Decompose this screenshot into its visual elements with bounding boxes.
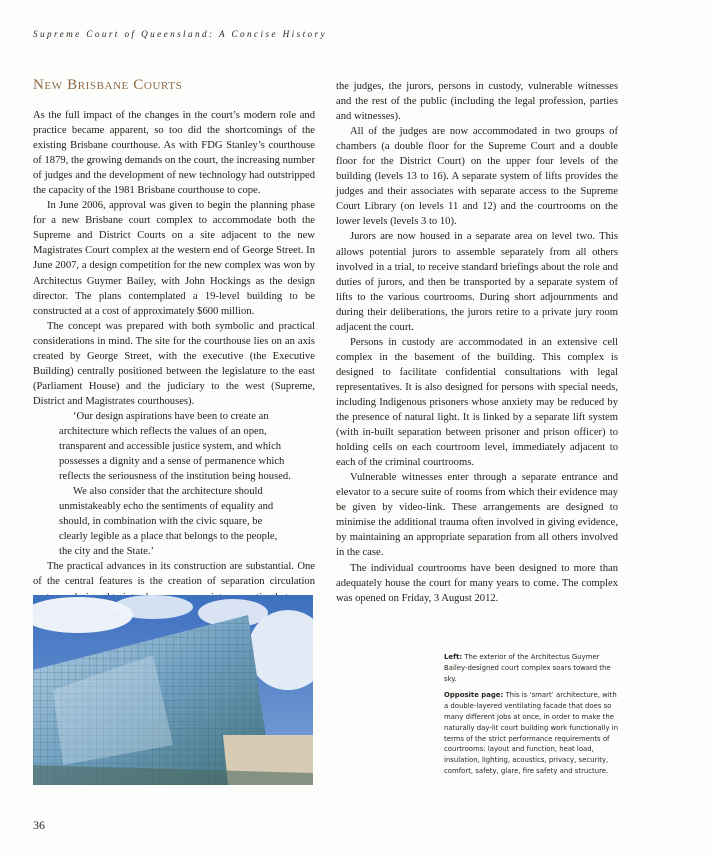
paragraph: the judges, the jurors, persons in custody, vulnerable witnesses and the rest of the public (including the legal profession, parties and witnesses). xyxy=(336,81,618,123)
paragraph: The practical advances in its construction are substantial. One of the central features is the creation of separation circulation xyxy=(33,561,315,588)
paragraph: The concept was prepared with both symbolic and practical considerations in mind. The site for the courthouse lies on an axis created by George Street, with the executive (the Executive Building) centrally positioned between the legislature to the east (Parliament House) and the judiciary to the west (Supreme, District and Magistrates courthouses). xyxy=(33,320,315,407)
caption-left xyxy=(444,652,622,684)
page-number: 36 xyxy=(33,818,45,832)
caption-label: Opposite page: xyxy=(444,691,504,700)
courthouse-photo xyxy=(33,595,313,785)
paragraph: All of the judges are now accommodated in two groups of chambers (a double floor for the Supreme Court and a double floor for the District Court) on the upper four levels of the building (levels 13 to 16). A separate system of lifts provides the judges and their associates with separate access to the Supreme Court Library (on levels 11 and 12) and the courtrooms on the lower levels (levels 3 to 10). xyxy=(336,126,618,228)
block-quote: ‘Our design aspirations have been to create an architecture which reflects the values of an open, transparent and accessible justice system, and which possesses a dignity and a sense of permanence which reflects the seriousness of the institution being housed. xyxy=(59,410,291,483)
paragraph: Vulnerable witnesses enter through a separate entrance and elevator to a secure suite of rooms from which their evidence may be given by video-link. These arrangements are designed to minimise the additional trauma often involved in giving evidence, by maintaining an appropriate separation from all others involved in the case. xyxy=(336,472,618,559)
block-quote: We also consider that the architecture should unmistakeably echo the sentiments of equality and should, in combination with the civic square, be clearly legible as a place that belongs to the people, the city and the State.’ xyxy=(59,486,278,558)
photo-caption xyxy=(444,652,622,783)
paragraph: As the full impact of the changes in the court’s modern role and practice became apparent, so too did the shortcomings of the existing Brisbane courthouse. As with FDG Stanley’s courthouse of 1879, the growing demands on the court, the increasing number of judges and the development of new technology had outstripped the capacity of the 1981 Brisbane courthouse to cope. xyxy=(33,110,315,197)
paragraph: In June 2006, approval was given to begin the planning phase for a new Brisbane court complex to accommodate both the Supreme and District Courts on a site adjacent to the new Magistrates Court complex at the western end of George Street. In June 2007, a design competition for the new complex was won by Architectus Guymer Bailey, with John Hockings as the design director. The plans contemplated a 19-level building to be constructed at a cost of approximately $600 million. xyxy=(33,200,315,317)
left-column xyxy=(33,78,315,605)
paragraph: The individual courtrooms have been designed to more than adequately house the court for many years to come. The complex was opened on Friday, 3 August 2012. xyxy=(336,562,618,604)
caption-text: The exterior of the Architectus Guymer Bailey-designed court complex soars toward the sky. xyxy=(444,653,611,683)
caption-text: This is ‘smart’ architecture, with a double-layered ventilating facade that does so many different jobs at once, in order to make the naturally day-lit court building work functionally in terms of the strict performance requirements of courtrooms: layout and function, heat load, insulation, lighting, acoustics, privacy, security, comfort, safety, glare, fire safety and structure. xyxy=(444,691,619,775)
section-heading: New Brisbane Courts xyxy=(33,77,183,93)
paragraph: Persons in custody are accommodated in an extensive cell complex in the basement of the building. This complex is designed to facilitate confidential consultations with legal representatives. It is also designed for persons with special needs, including Indigenous prisoners whose anxiety may be reduced by the presence of natural light. It is linked by a separate lift system (with in-built separation between prisoner and prison officer) to holding cells on each courtroom level, immediately adjacent to each of the criminal courtrooms. xyxy=(336,336,618,469)
caption-opposite xyxy=(444,690,622,776)
running-head: Supreme Court of Queensland: A Concise History xyxy=(33,29,327,39)
right-column xyxy=(336,79,618,606)
caption-label: Left: xyxy=(444,653,463,661)
paragraph: Jurors are now housed in a separate area on level two. This allows potential jurors to assemble separately from all others involved in a trial, to receive standard briefings about the role and duties of jurors, and then be transported by a separate system of lifts to the various courtrooms. During short adjournments and during their deliberations, the jurors retire to a private jury room adjacent the court. xyxy=(336,231,618,333)
courthouse-facade-illustration xyxy=(33,595,313,785)
